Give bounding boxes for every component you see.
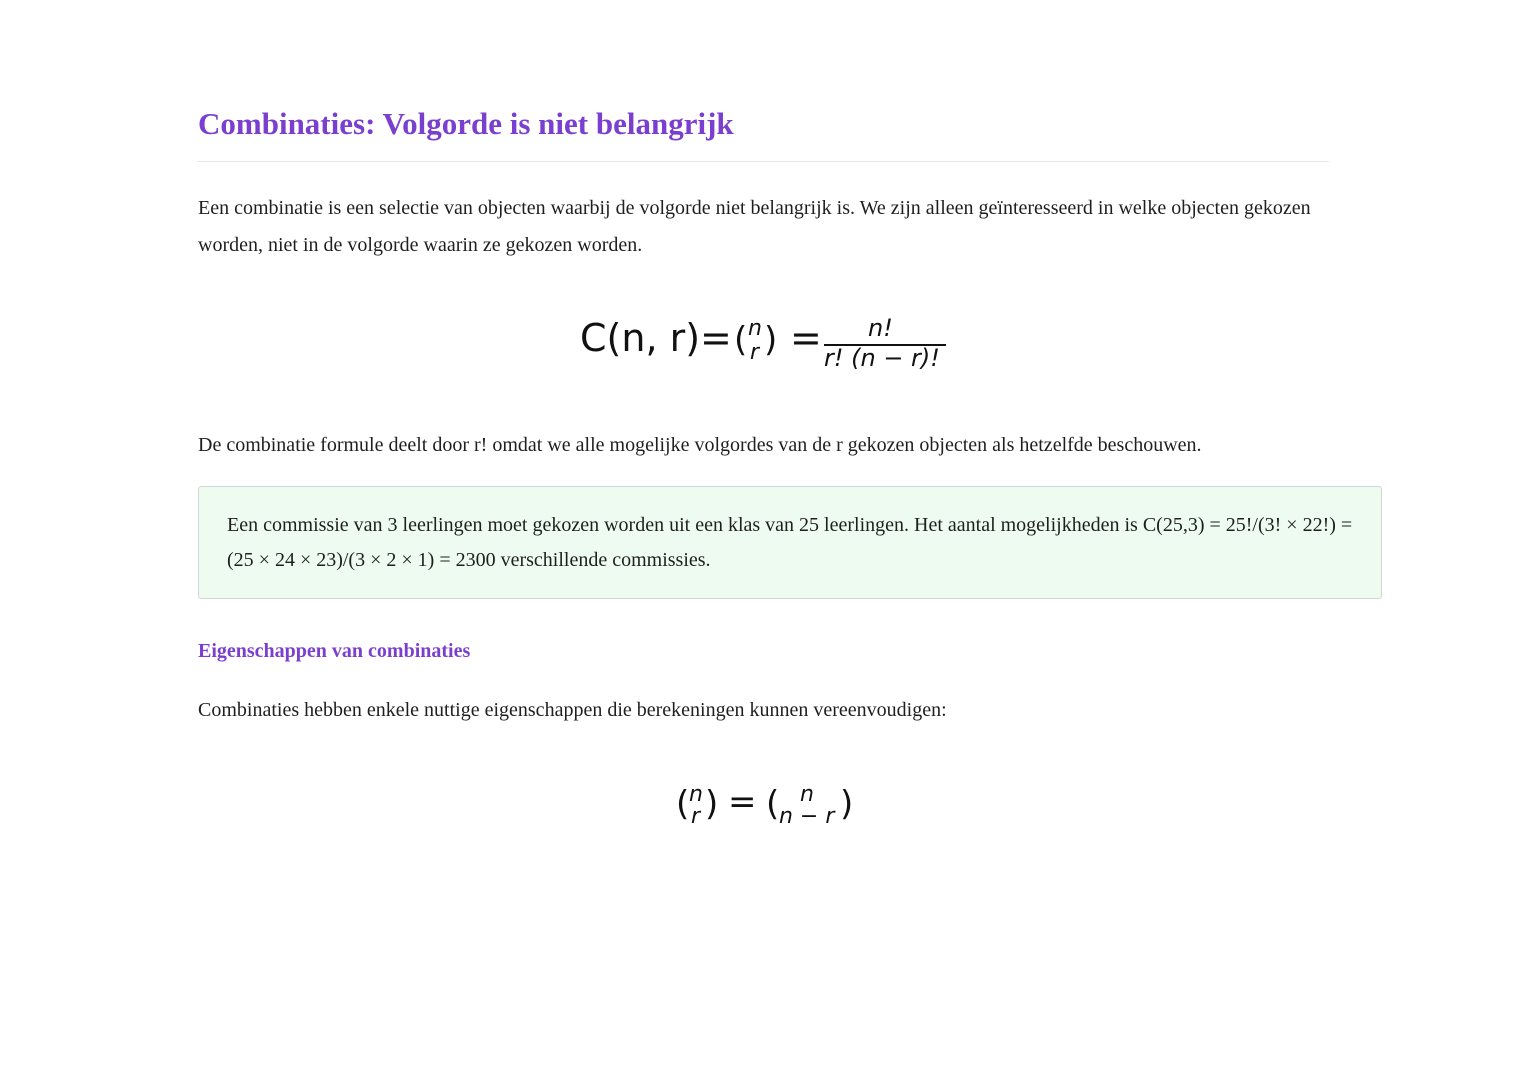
right-binom-top: n	[800, 782, 814, 807]
formula-lhs: C(n, r)	[580, 316, 701, 360]
left-binom-bottom: r	[691, 804, 701, 829]
right-binom-bottom: n − r	[779, 804, 835, 829]
binom-open-paren: (	[734, 320, 748, 360]
formula-equals-1: =	[700, 316, 732, 360]
formula-note: De combinatie formule deelt door r! omdat we alle mogelijke volgordes van de r gekozen objecten als hetzelfde beschouwen.	[198, 434, 1202, 456]
left-binom-close: )	[705, 784, 719, 824]
combination-formula	[578, 312, 958, 382]
left-binom-open: (	[676, 784, 690, 824]
properties-heading: Eigenschappen van combinaties	[198, 640, 471, 662]
properties-intro: Combinaties hebben enkele nuttige eigenschappen die berekeningen kunnen vereenvoudigen:	[198, 699, 947, 721]
intro-paragraph: Een combinatie is een selectie van objecten waarbij de volgorde niet belangrijk is. We zijn alleen geïnteresseerd in welke objecten gekozen worden, niet in de volgorde waarin ze gekozen worden.	[198, 197, 1311, 256]
left-binom-top: n	[689, 782, 703, 807]
fraction-denominator: r! (n − r)!	[824, 344, 940, 372]
right-binom-open: (	[766, 784, 780, 824]
title-divider	[198, 161, 1329, 162]
section-title: Combinaties: Volgorde is niet belangrijk	[198, 106, 734, 141]
binom-bottom: r	[750, 340, 760, 365]
binom-close-paren: )	[764, 320, 778, 360]
binom-top: n	[748, 316, 762, 341]
right-binom-close: )	[840, 784, 854, 824]
formula-equals-2: =	[790, 316, 822, 360]
symmetry-equals: =	[728, 782, 757, 822]
fraction-numerator: n!	[868, 314, 893, 342]
symmetry-formula	[676, 780, 866, 840]
example-box	[198, 486, 1382, 599]
example-text: Een commissie van 3 leerlingen moet gekozen worden uit een klas van 25 leerlingen. Het aantal mogelijkheden is C(25,3) = 25!/(3! × 22!) = (25 × 24 × 23)/(3 × 2 × 1) = 2300 verschillende commissies.	[227, 514, 1353, 571]
